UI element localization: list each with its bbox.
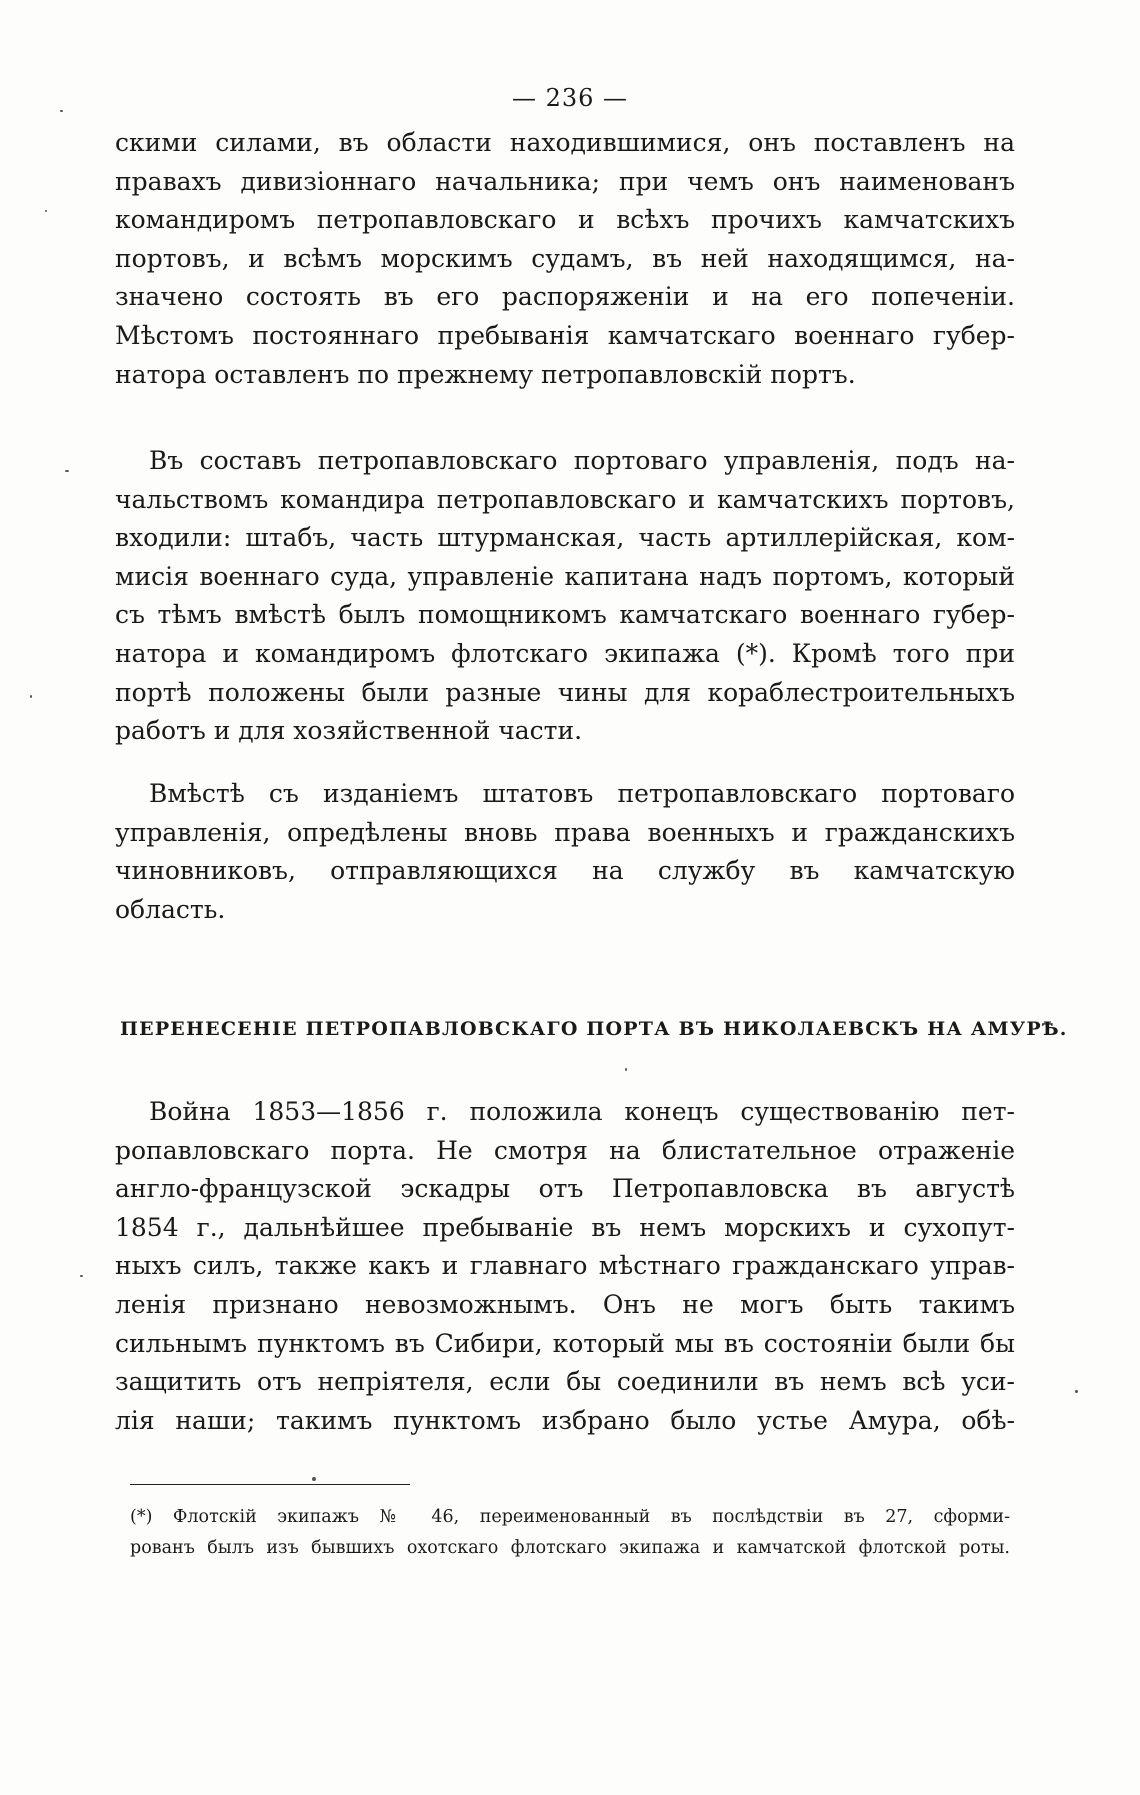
text-line: сильнымъ пунктомъ въ Сибири, который мы въ состояніи были бы xyxy=(115,1328,1015,1358)
text-line: ропавловскаго порта. Не смотря на блистательное отраженіе xyxy=(115,1135,1015,1165)
page-number: — 236 — xyxy=(511,84,629,112)
scan-speck xyxy=(60,110,63,112)
text-line: портѣ положены были разные чины для кораблестроительныхъ xyxy=(115,677,1015,707)
text-line: защитить отъ непріятеля, если бы соединили въ немъ всѣ уси- xyxy=(115,1367,1015,1397)
text-line: ленія признано невозможнымъ. Онъ не могъ быть такимъ xyxy=(115,1289,1015,1319)
footnote xyxy=(130,1502,1010,1564)
text-line: Война 1853—1856 г. положила конецъ существованію пет- xyxy=(149,1097,1015,1126)
text-line: область. xyxy=(115,894,226,924)
text-line: значено состоять въ его распоряженіи и на его попеченіи. xyxy=(115,282,1015,312)
text-line: натора оставленъ по прежнему петропавловскій портъ. xyxy=(115,359,856,389)
text-line: англо-французской эскадры отъ Петропавловска въ августѣ xyxy=(115,1174,1015,1204)
text-line: Вмѣстѣ съ изданіемъ штатовъ петропавловскаго портоваго xyxy=(149,779,1015,808)
text-line: работъ и для хозяйственной части. xyxy=(115,716,583,746)
footnote-rule xyxy=(130,1484,410,1485)
text-line: 1854 г., дальнѣйшее пребываніе въ немъ морскихъ и сухопут- xyxy=(115,1212,1015,1242)
text-line: входили: штабъ, часть штурманская, часть артиллерійская, ком- xyxy=(115,523,1015,553)
text-line: скими силами, въ области находившимися, онъ поставленъ на xyxy=(115,128,1015,157)
scan-speck xyxy=(65,470,69,472)
text-line: чиновниковъ, отправляющихся на службу въ камчатскую xyxy=(115,856,1015,886)
paragraph-1 xyxy=(115,124,1015,394)
scan-speck xyxy=(1075,1390,1078,1393)
scan-speck xyxy=(625,1068,627,1071)
text-line: правахъ дивизіоннаго начальника; при чемъ онъ наименованъ xyxy=(115,166,1015,196)
scan-speck xyxy=(312,1477,316,1481)
text-line: лія наши; такимъ пунктомъ избрано было устье Амура, обѣ- xyxy=(115,1405,1015,1435)
footnote-line: рованъ былъ изъ бывшихъ охотскаго флотскаго экипажа и камчатской флотской роты. xyxy=(130,1538,1010,1558)
section-heading: ПЕРЕНЕСЕНІЕ ПЕТРОПАВЛОВСКАГО ПОРТА ВЪ НИКОЛАЕВСКЪ НА АМУРѢ. xyxy=(120,1018,1068,1040)
text-line: Мѣстомъ постояннаго пребыванія камчатскаго военнаго губер- xyxy=(115,320,1015,350)
scan-speck xyxy=(45,210,47,212)
text-line: натора и командиромъ флотскаго экипажа (*). Кромѣ того при xyxy=(115,638,1015,668)
text-line: съ тѣмъ вмѣстѣ былъ помощникомъ камчатскаго военнаго губер- xyxy=(115,600,1015,630)
text-line: портовъ, и всѣмъ морскимъ судамъ, въ ней находящимся, на- xyxy=(115,243,1015,273)
text-line: мисія военнаго суда, управленіе капитана надъ портомъ, который xyxy=(115,561,1015,591)
scan-speck xyxy=(80,1275,83,1277)
paragraph-4 xyxy=(115,1093,1015,1440)
scan-speck xyxy=(30,695,32,698)
text-line: ныхъ силъ, также какъ и главнаго мѣстнаго гражданскаго управ- xyxy=(115,1251,1015,1281)
text-line: Въ составъ петропавловскаго портоваго управленія, подъ на- xyxy=(149,446,1015,475)
paragraph-3 xyxy=(115,775,1015,929)
text-line: чальствомъ командира петропавловскаго и камчатскихъ портовъ, xyxy=(115,484,1015,514)
paragraph-2 xyxy=(115,442,1015,751)
text-line: командиромъ петропавловскаго и всѣхъ прочихъ камчатскихъ xyxy=(115,205,1015,235)
text-line: управленія, опредѣлены вновь права военныхъ и гражданскихъ xyxy=(115,817,1015,847)
footnote-line: (*) Флотскій экипажъ № 46, переименованный въ послѣдствіи въ 27, сформи- xyxy=(130,1507,1010,1527)
